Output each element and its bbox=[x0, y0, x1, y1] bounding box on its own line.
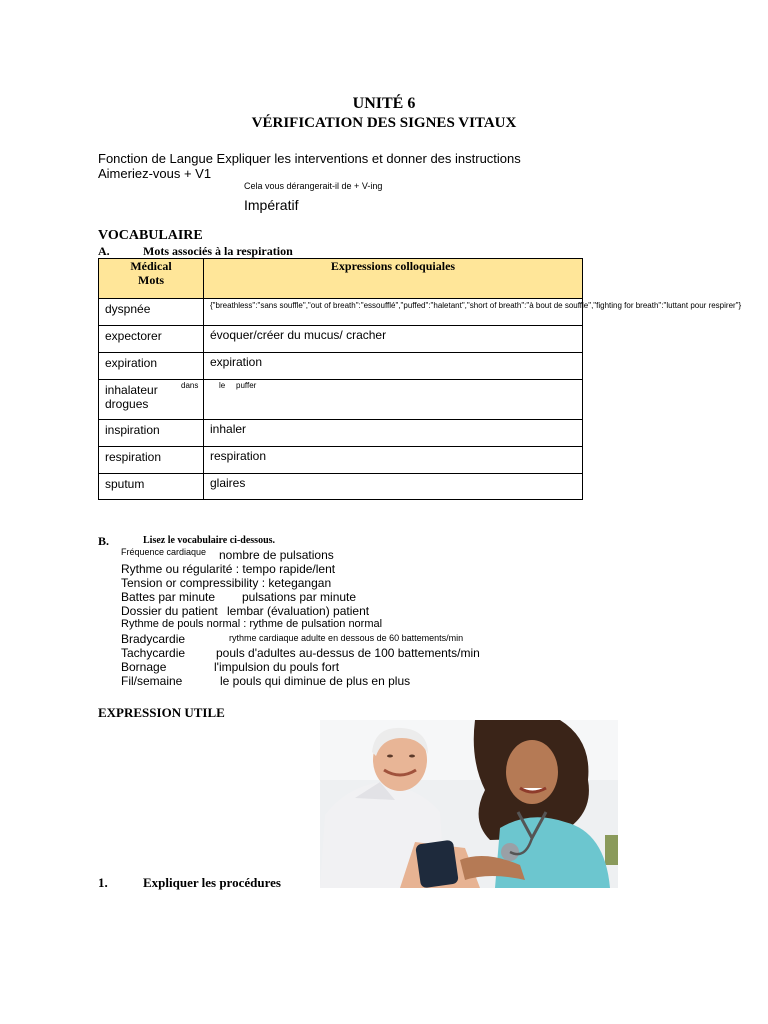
unit-title: UNITÉ 6 bbox=[352, 95, 416, 112]
vocab-definition: rythme cardiaque adulte en dessous de 60 battements/min bbox=[229, 633, 464, 643]
vocab-term: Tachycardie bbox=[121, 646, 186, 660]
medical-term: respiration bbox=[99, 447, 204, 474]
medical-term: expectorer bbox=[99, 326, 204, 353]
section-b-title: Lisez le vocabulaire ci-dessous. bbox=[143, 535, 276, 546]
section-a-letter: A. bbox=[98, 244, 110, 258]
section-a-title: Mots associés à la respiration bbox=[143, 244, 293, 258]
table-row bbox=[99, 447, 583, 474]
vocab-definition: lembar (évaluation) patient bbox=[227, 604, 370, 618]
section-1-number: 1. bbox=[98, 875, 108, 890]
medical-term: dyspnée bbox=[99, 299, 204, 326]
useful-expression-heading: EXPRESSION UTILE bbox=[98, 705, 225, 720]
vocab-term: Bradycardie bbox=[121, 632, 186, 646]
medical-term-line1: inhalateur bbox=[105, 383, 158, 397]
vocab-line: Rythme ou régularité : tempo rapide/lent bbox=[121, 562, 336, 576]
vocab-definition: nombre de pulsations bbox=[219, 548, 334, 562]
vocab-definition: le pouls qui diminue de plus en plus bbox=[220, 674, 411, 688]
table-row bbox=[99, 474, 583, 500]
medical-term: expiration bbox=[99, 353, 204, 380]
colloquial-word-dans: dans bbox=[181, 381, 199, 390]
header-medical-line2: Mots bbox=[138, 273, 164, 287]
vocab-line: Tension or compressibility : ketegangan bbox=[121, 576, 332, 590]
table-row bbox=[99, 380, 583, 420]
vocab-line: Rythme de pouls normal : rythme de pulsation normal bbox=[121, 618, 383, 630]
colloquial-word-le: le bbox=[219, 381, 226, 390]
vocabulary-heading: VOCABULAIRE bbox=[98, 228, 203, 243]
vocab-term: Bornage bbox=[121, 660, 167, 674]
vocab-definition: l'impulsion du pouls fort bbox=[214, 660, 340, 674]
nurse-patient-photo bbox=[320, 720, 618, 888]
colloquial-word-puffer: puffer bbox=[236, 381, 257, 390]
colloquial-expression: respiration bbox=[204, 447, 583, 474]
colloquial-expression: inhaler bbox=[204, 420, 583, 447]
section-b-letter: B. bbox=[98, 534, 110, 548]
colloquial-expression: glaires bbox=[204, 474, 583, 500]
intro-line-1: Fonction de Langue Expliquer les interventions et donner des instructions bbox=[98, 151, 521, 166]
page-subtitle: VÉRIFICATION DES SIGNES VITAUX bbox=[251, 115, 517, 131]
table-row bbox=[99, 326, 583, 353]
vocab-definition: pouls d'adultes au-dessus de 100 battements/min bbox=[216, 646, 480, 660]
medical-term-line2: drogues bbox=[105, 397, 149, 411]
intro-small-note: Cela vous dérangerait-il de + V-ing bbox=[244, 181, 383, 191]
table-header-colloquial: Expressions colloquiales bbox=[204, 259, 583, 299]
vocab-term: Dossier du patient bbox=[121, 604, 218, 618]
vocab-term: Battes par minute bbox=[121, 590, 216, 604]
intro-line-2: Aimeriez-vous + V1 bbox=[98, 166, 212, 181]
vocab-term: Fréquence cardiaque bbox=[121, 547, 207, 557]
vocab-term: Fil/semaine bbox=[121, 674, 183, 688]
table-header-row bbox=[99, 259, 583, 299]
table-header-medical bbox=[99, 259, 204, 299]
header-medical-line1: Médical bbox=[130, 259, 172, 273]
vocabulary-table bbox=[98, 258, 742, 500]
table-row bbox=[99, 353, 583, 380]
colloquial-expression bbox=[204, 299, 742, 326]
section-1-title: Expliquer les procédures bbox=[143, 875, 281, 890]
colloquial-expression: évoquer/créer du mucus/ cracher bbox=[204, 326, 583, 353]
colloquial-json-text: {"breathless":"sans souffle","out of breath":"essoufflé","puffed":"haletant","short of breath":"à bout de souffle","fighting for breath":"luttant pour respirer"} bbox=[210, 301, 742, 310]
colloquial-expression bbox=[204, 380, 583, 420]
vocab-definition: pulsations par minute bbox=[242, 590, 357, 604]
medical-term: sputum bbox=[99, 474, 204, 500]
medical-term: inspiration bbox=[99, 420, 204, 447]
table-row bbox=[99, 420, 583, 447]
table-row bbox=[99, 299, 583, 326]
blood-pressure-illustration bbox=[320, 720, 618, 888]
colloquial-expression: expiration bbox=[204, 353, 583, 380]
intro-imperative: Impératif bbox=[244, 197, 299, 213]
medical-term bbox=[99, 380, 204, 420]
